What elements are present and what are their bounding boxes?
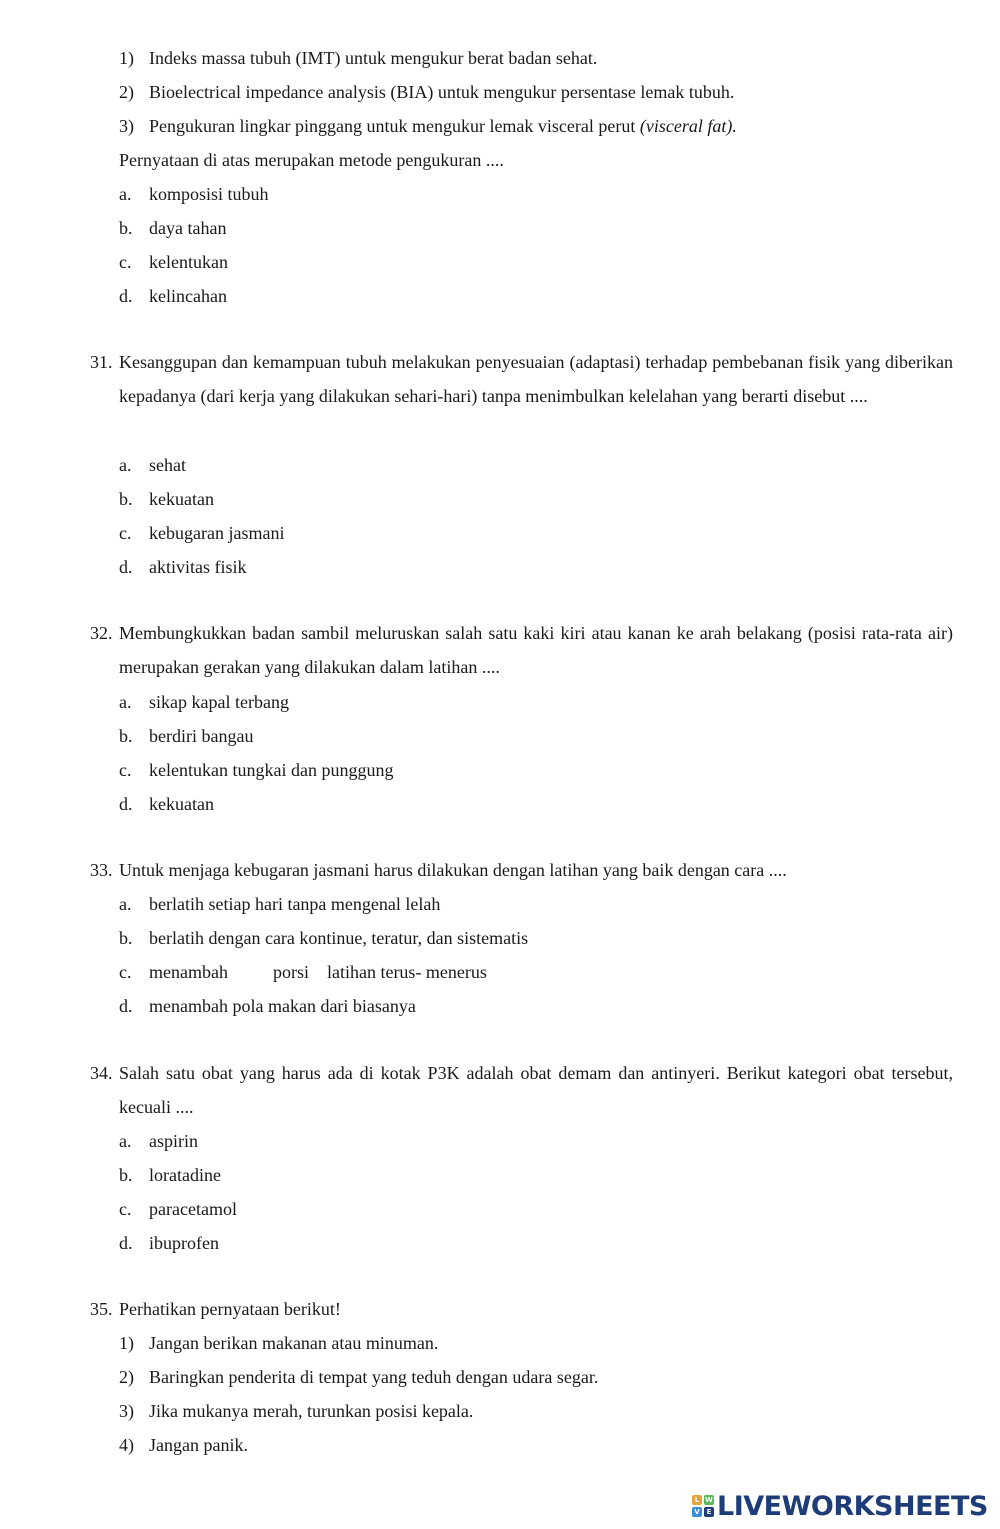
statement-italic-term: (visceral fat). — [639, 116, 737, 136]
q32-question: Membungkukkan badan sambil meluruskan salah satu kaki kiri atau kanan ke arah belakang (posisi rata-rata air) merupakan gerakan yang dilakukan dalam latihan .... — [119, 623, 953, 677]
option-marker: a. — [119, 692, 132, 712]
statement-line — [149, 115, 737, 137]
liveworksheets-logo-text: LIVEWORKSHEETS — [717, 1490, 988, 1522]
statement-text: Indeks massa tubuh (IMT) untuk mengukur berat badan sehat. — [149, 48, 598, 68]
option-marker: b. — [119, 1165, 133, 1185]
option-text: berlatih dengan cara kontinue, teratur, dan sistematis — [149, 928, 529, 948]
liveworksheets-logo[interactable] — [692, 1490, 988, 1522]
option-text: sikap kapal terbang — [149, 692, 289, 712]
statement-text: Jangan berikan makanan atau minuman. — [149, 1333, 439, 1353]
q31-question: Kesanggupan dan kemampuan tubuh melakukan penyesuaian (adaptasi) terhadap pembebanan fisik yang diberikan kepadanya (dari kerja yang dilakukan sehari-hari) tanpa menimbulkan kelelahan yang berarti disebut .... — [119, 352, 953, 406]
statement-marker: 2) — [119, 82, 134, 102]
option-marker: c. — [119, 962, 132, 982]
logo-icon-cell: W — [705, 1496, 713, 1504]
option-text: berdiri bangau — [149, 726, 254, 746]
option-text: kelincahan — [149, 286, 227, 306]
option-text: berlatih setiap hari tanpa mengenal lelah — [149, 894, 441, 914]
option-text: kelentukan tungkai dan punggung — [149, 760, 394, 780]
statement-text: Bioelectrical impedance analysis (BIA) untuk mengukur persentase lemak tubuh. — [149, 82, 735, 102]
option-text: paracetamol — [149, 1199, 237, 1219]
option-text: aspirin — [149, 1131, 198, 1151]
option-marker: b. — [119, 218, 133, 238]
option-text: menambah porsi latihan terus- menerus — [149, 962, 487, 982]
q33-question: Untuk menjaga kebugaran jasmani harus dilakukan dengan latihan yang baik dengan cara .... — [119, 860, 787, 880]
logo-icon-cell: L — [692, 1495, 702, 1505]
option-text: kelentukan — [149, 252, 228, 272]
option-marker: a. — [119, 894, 132, 914]
statement-marker: 3) — [119, 1401, 134, 1421]
q31-number: 31. — [90, 352, 113, 372]
option-text: kekuatan — [149, 489, 214, 509]
option-marker: b. — [119, 489, 133, 509]
logo-icon-cell: E — [704, 1507, 714, 1517]
option-marker: c. — [119, 1199, 132, 1219]
q30-question: Pernyataan di atas merupakan metode pengukuran .... — [119, 150, 504, 170]
option-marker: a. — [119, 1131, 132, 1151]
option-marker: d. — [119, 286, 133, 306]
q35-number: 35. — [90, 1299, 113, 1319]
q33-number: 33. — [90, 860, 113, 880]
option-text: kekuatan — [149, 794, 214, 814]
q34-number: 34. — [90, 1063, 113, 1083]
statement-text: Baringkan penderita di tempat yang teduh dengan udara segar. — [149, 1367, 599, 1387]
option-marker: a. — [119, 455, 132, 475]
statement-marker: 4) — [119, 1435, 134, 1455]
option-marker: b. — [119, 726, 133, 746]
statement-marker: 1) — [119, 1333, 134, 1353]
statement-marker: 2) — [119, 1367, 134, 1387]
option-marker: d. — [119, 996, 133, 1016]
option-marker: c. — [119, 523, 132, 543]
option-marker: c. — [119, 252, 132, 272]
option-text: kebugaran jasmani — [149, 523, 285, 543]
option-marker: d. — [119, 557, 133, 577]
statement-text: Pengukuran lingkar pinggang untuk mengukur lemak visceral perut — [149, 116, 640, 136]
option-text: ibuprofen — [149, 1233, 219, 1253]
option-marker: d. — [119, 1233, 133, 1253]
statement-marker: 1) — [119, 48, 134, 68]
option-text: loratadine — [149, 1165, 221, 1185]
statement-text: Jika mukanya merah, turunkan posisi kepala. — [149, 1401, 474, 1421]
q35-question: Perhatikan pernyataan berikut! — [119, 1299, 341, 1319]
option-text: daya tahan — [149, 218, 227, 238]
statement-text: Jangan panik. — [149, 1435, 248, 1455]
option-marker: d. — [119, 794, 133, 814]
option-marker: c. — [119, 760, 132, 780]
option-text: komposisi tubuh — [149, 184, 269, 204]
liveworksheets-logo-icon — [692, 1495, 714, 1517]
option-marker: a. — [119, 184, 132, 204]
q32-number: 32. — [90, 623, 113, 643]
logo-icon-cell: V — [692, 1507, 702, 1517]
option-text: sehat — [149, 455, 186, 475]
option-marker: b. — [119, 928, 133, 948]
option-text: menambah pola makan dari biasanya — [149, 996, 416, 1016]
q34-question: Salah satu obat yang harus ada di kotak P3K adalah obat demam dan antinyeri. Berikut kategori obat tersebut, kecuali .... — [119, 1063, 953, 1117]
option-text: aktivitas fisik — [149, 557, 247, 577]
statement-marker: 3) — [119, 116, 134, 136]
